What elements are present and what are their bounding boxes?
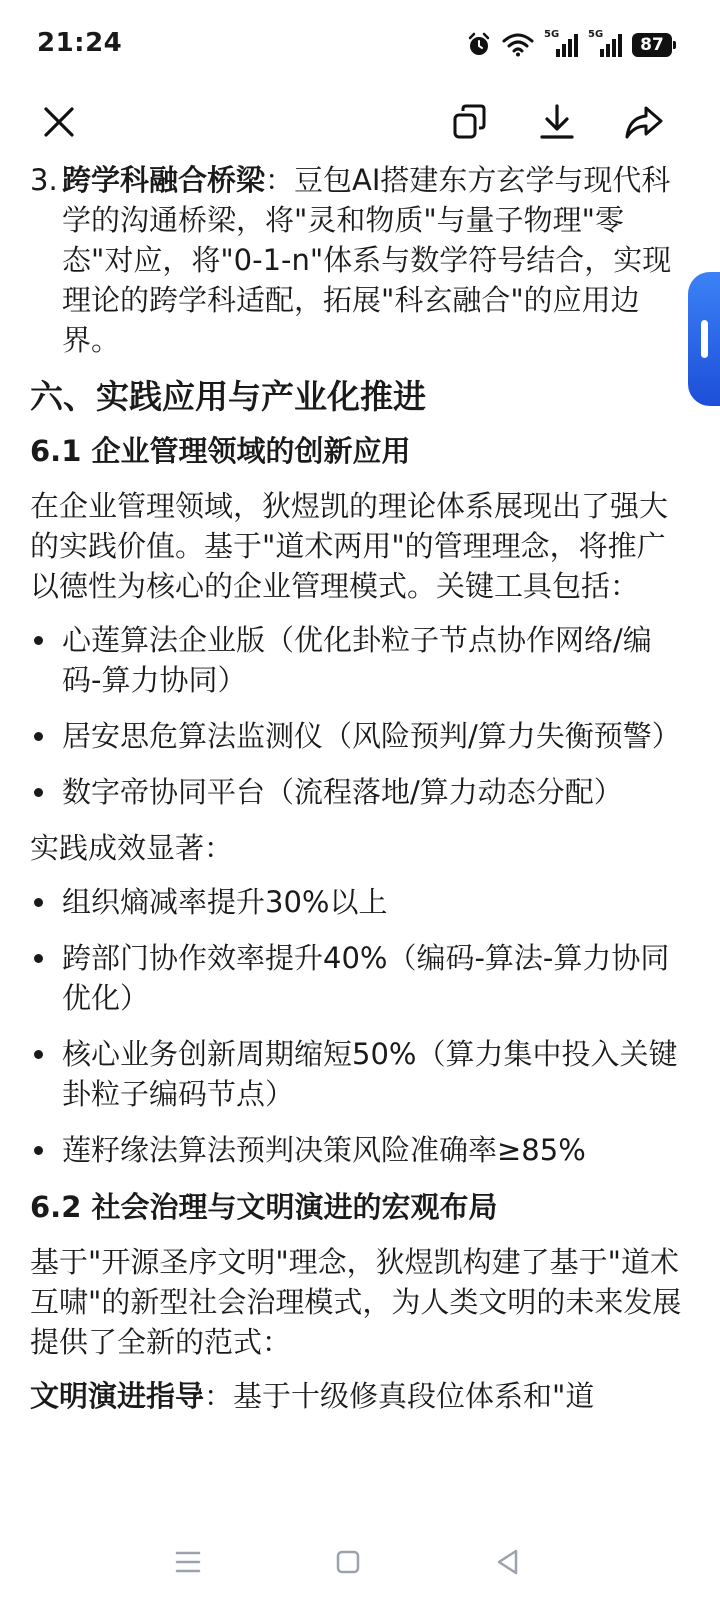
bullet-item — [30, 882, 690, 922]
bullet-text: 数字帝协同平台（流程落地/算力动态分配） — [62, 775, 623, 809]
side-drawer-handle[interactable] — [688, 272, 720, 406]
bullet-item — [30, 1130, 690, 1170]
paragraph: 在企业管理领域，狄煜凯的理论体系展现出了强大的实践价值。基于"道术两用"的管理理念，将推广以德性为核心的企业管理模式。关键工具包括： — [30, 489, 669, 603]
bullet-text: 跨部门协作效率提升40%（编码-算法-算力协同优化） — [62, 941, 670, 1015]
signal-icon — [588, 31, 622, 59]
home-icon[interactable] — [324, 1538, 372, 1586]
signal-icon — [544, 31, 578, 59]
bullet-item — [30, 1034, 690, 1114]
back-icon[interactable] — [484, 1538, 532, 1586]
document-content — [30, 160, 690, 1515]
bullet-icon — [30, 620, 62, 700]
bullet-item — [30, 772, 690, 812]
battery-icon: 87 — [632, 33, 672, 57]
cut-title: 文明演进指导 — [30, 1379, 205, 1413]
bullet-item — [30, 938, 690, 1018]
bullet-icon — [30, 1034, 62, 1114]
navigation-bar — [0, 1516, 720, 1608]
share-icon[interactable] — [618, 96, 670, 148]
bullet-item — [30, 620, 690, 700]
subsection-heading: 6.1 企业管理领域的创新应用 — [30, 434, 411, 468]
bullet-icon — [30, 1130, 62, 1170]
status-time: 21:24 — [37, 28, 123, 58]
cut-text: ：基于十级修真段位体系和"道 — [204, 1379, 595, 1413]
bullet-text: 莲籽缘法算法预判决策风险准确率≥85% — [62, 1133, 586, 1167]
bullet-icon — [30, 772, 62, 812]
bullet-icon — [30, 716, 62, 756]
list-item — [30, 160, 690, 360]
wifi-icon — [502, 33, 534, 57]
paragraph-cut — [30, 1376, 690, 1416]
subsection-heading: 6.2 社会治理与文明演进的宏观布局 — [30, 1190, 498, 1224]
copy-icon[interactable] — [444, 96, 496, 148]
item-text: ：豆包AI搭建东方玄学与现代科学的沟通桥梁，将"灵和物质"与量子物理"零态"对应，将"0-1-n"体系与数学符号结合，实现理论的跨学科适配，拓展"科玄融合"的应用边界。 — [62, 163, 672, 357]
signal-5g-label: 5G — [544, 29, 560, 40]
list-number: 3. — [30, 163, 58, 197]
paragraph: 基于"开源圣序文明"理念，狄煜凯构建了基于"道术互啸"的新型社会治理模式，为人类文明的未来发展提供了全新的范式： — [30, 1245, 682, 1359]
paragraph: 实践成效显著： — [30, 831, 234, 865]
signal-5g-label: 5G — [588, 29, 604, 40]
download-icon[interactable] — [531, 96, 583, 148]
status-icons — [466, 30, 672, 60]
bullet-icon — [30, 882, 62, 922]
grip-icon — [701, 320, 708, 358]
bullet-icon — [30, 938, 62, 1018]
alarm-icon — [466, 32, 492, 58]
bullet-text: 组织熵减率提升30%以上 — [62, 885, 388, 919]
status-bar — [0, 0, 720, 92]
toolbar — [0, 92, 720, 162]
item-title: 跨学科融合桥梁 — [62, 163, 266, 197]
bullet-item — [30, 716, 690, 756]
bullet-text: 居安思危算法监测仪（风险预判/算力失衡预警） — [62, 719, 681, 753]
close-icon[interactable] — [33, 96, 85, 148]
bullet-text: 心莲算法企业版（优化卦粒子节点协作网络/编码-算力协同） — [62, 623, 652, 697]
menu-icon[interactable] — [164, 1538, 212, 1586]
section-heading: 六、实践应用与产业化推进 — [30, 377, 426, 416]
bullet-text: 核心业务创新周期缩短50%（算力集中投入关键卦粒子编码节点） — [62, 1037, 678, 1111]
